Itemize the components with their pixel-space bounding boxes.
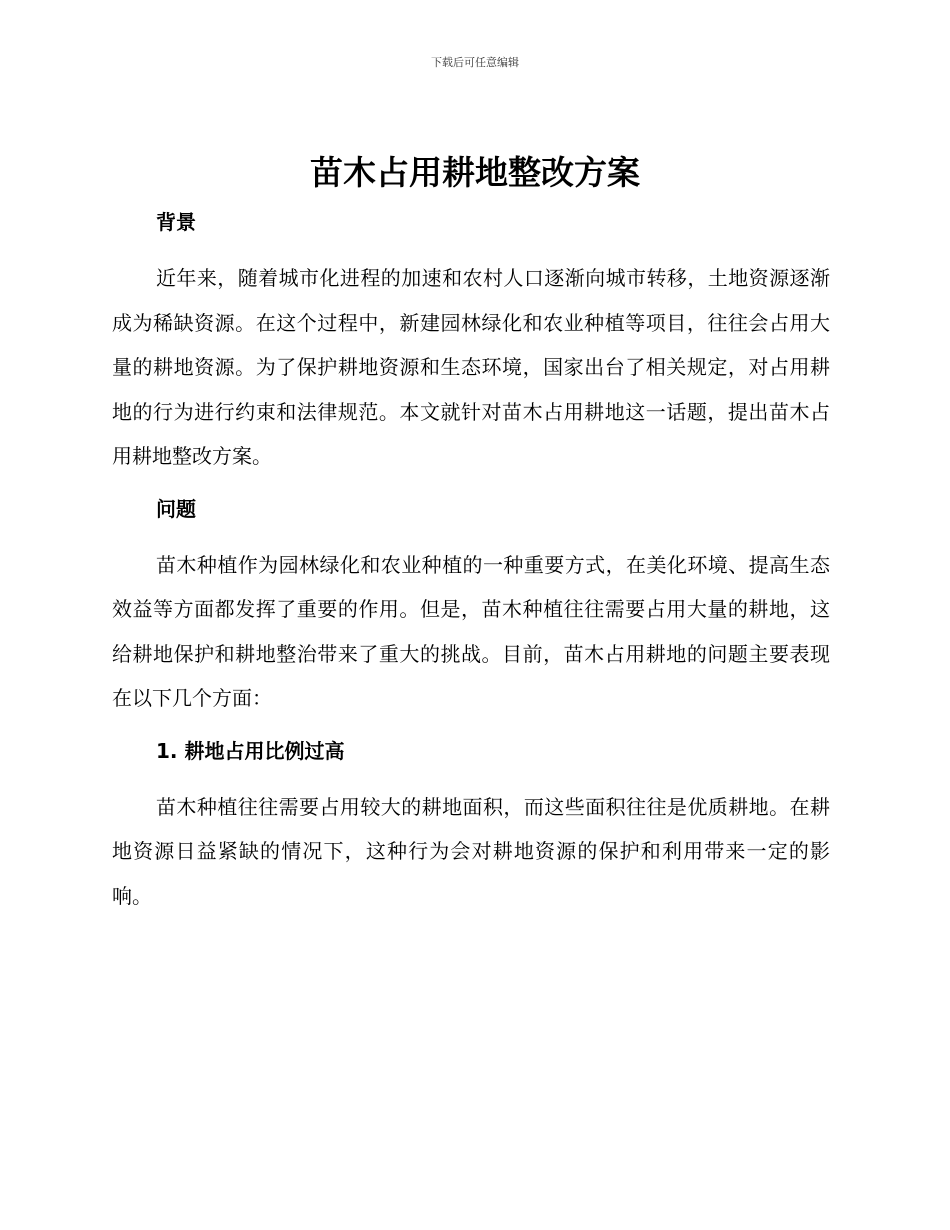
section-heading-problem: 问题: [156, 496, 196, 521]
header-note: 下载后可任意编辑: [431, 56, 519, 69]
section-heading-background: 背景: [156, 210, 196, 234]
section-paragraph-background: 近年来，随着城市化进程的加速和农村人口逐渐向城市转移，土地资源逐渐成为稀缺资源。在这个过程中，新建园林绿化和农业种植等项目，往往会占用大量的耕地资源。为了保护耕地资源和生态环境，国家出台了相关规定，对占用耕地的行为进行约束和法律规范。本文就针对苗木占用耕地这一话题，提出苗木占用耕地整改方案。: [112, 266, 830, 468]
section-paragraph-occupation-ratio: 苗木种植往往需要占用较大的耕地面积，而这些面积往往是优质耕地。在耕地资源日益紧缺的情况下，这种行为会对耕地资源的保护和利用带来一定的影响。: [112, 794, 830, 908]
document-title: 苗木占用耕地整改方案: [310, 153, 640, 192]
section-heading-occupation-ratio: 1. 耕地占用比例过高: [156, 738, 345, 763]
document-body: [112, 200, 830, 918]
section-paragraph-problem: 苗木种植作为园林绿化和农业种植的一种重要方式，在美化环境、提高生态效益等方面都发挥了重要的作用。但是，苗木种植往往需要占用大量的耕地，这给耕地保护和耕地整治带来了重大的挑战。目前，苗木占用耕地的问题主要表现在以下几个方面：: [112, 552, 830, 710]
